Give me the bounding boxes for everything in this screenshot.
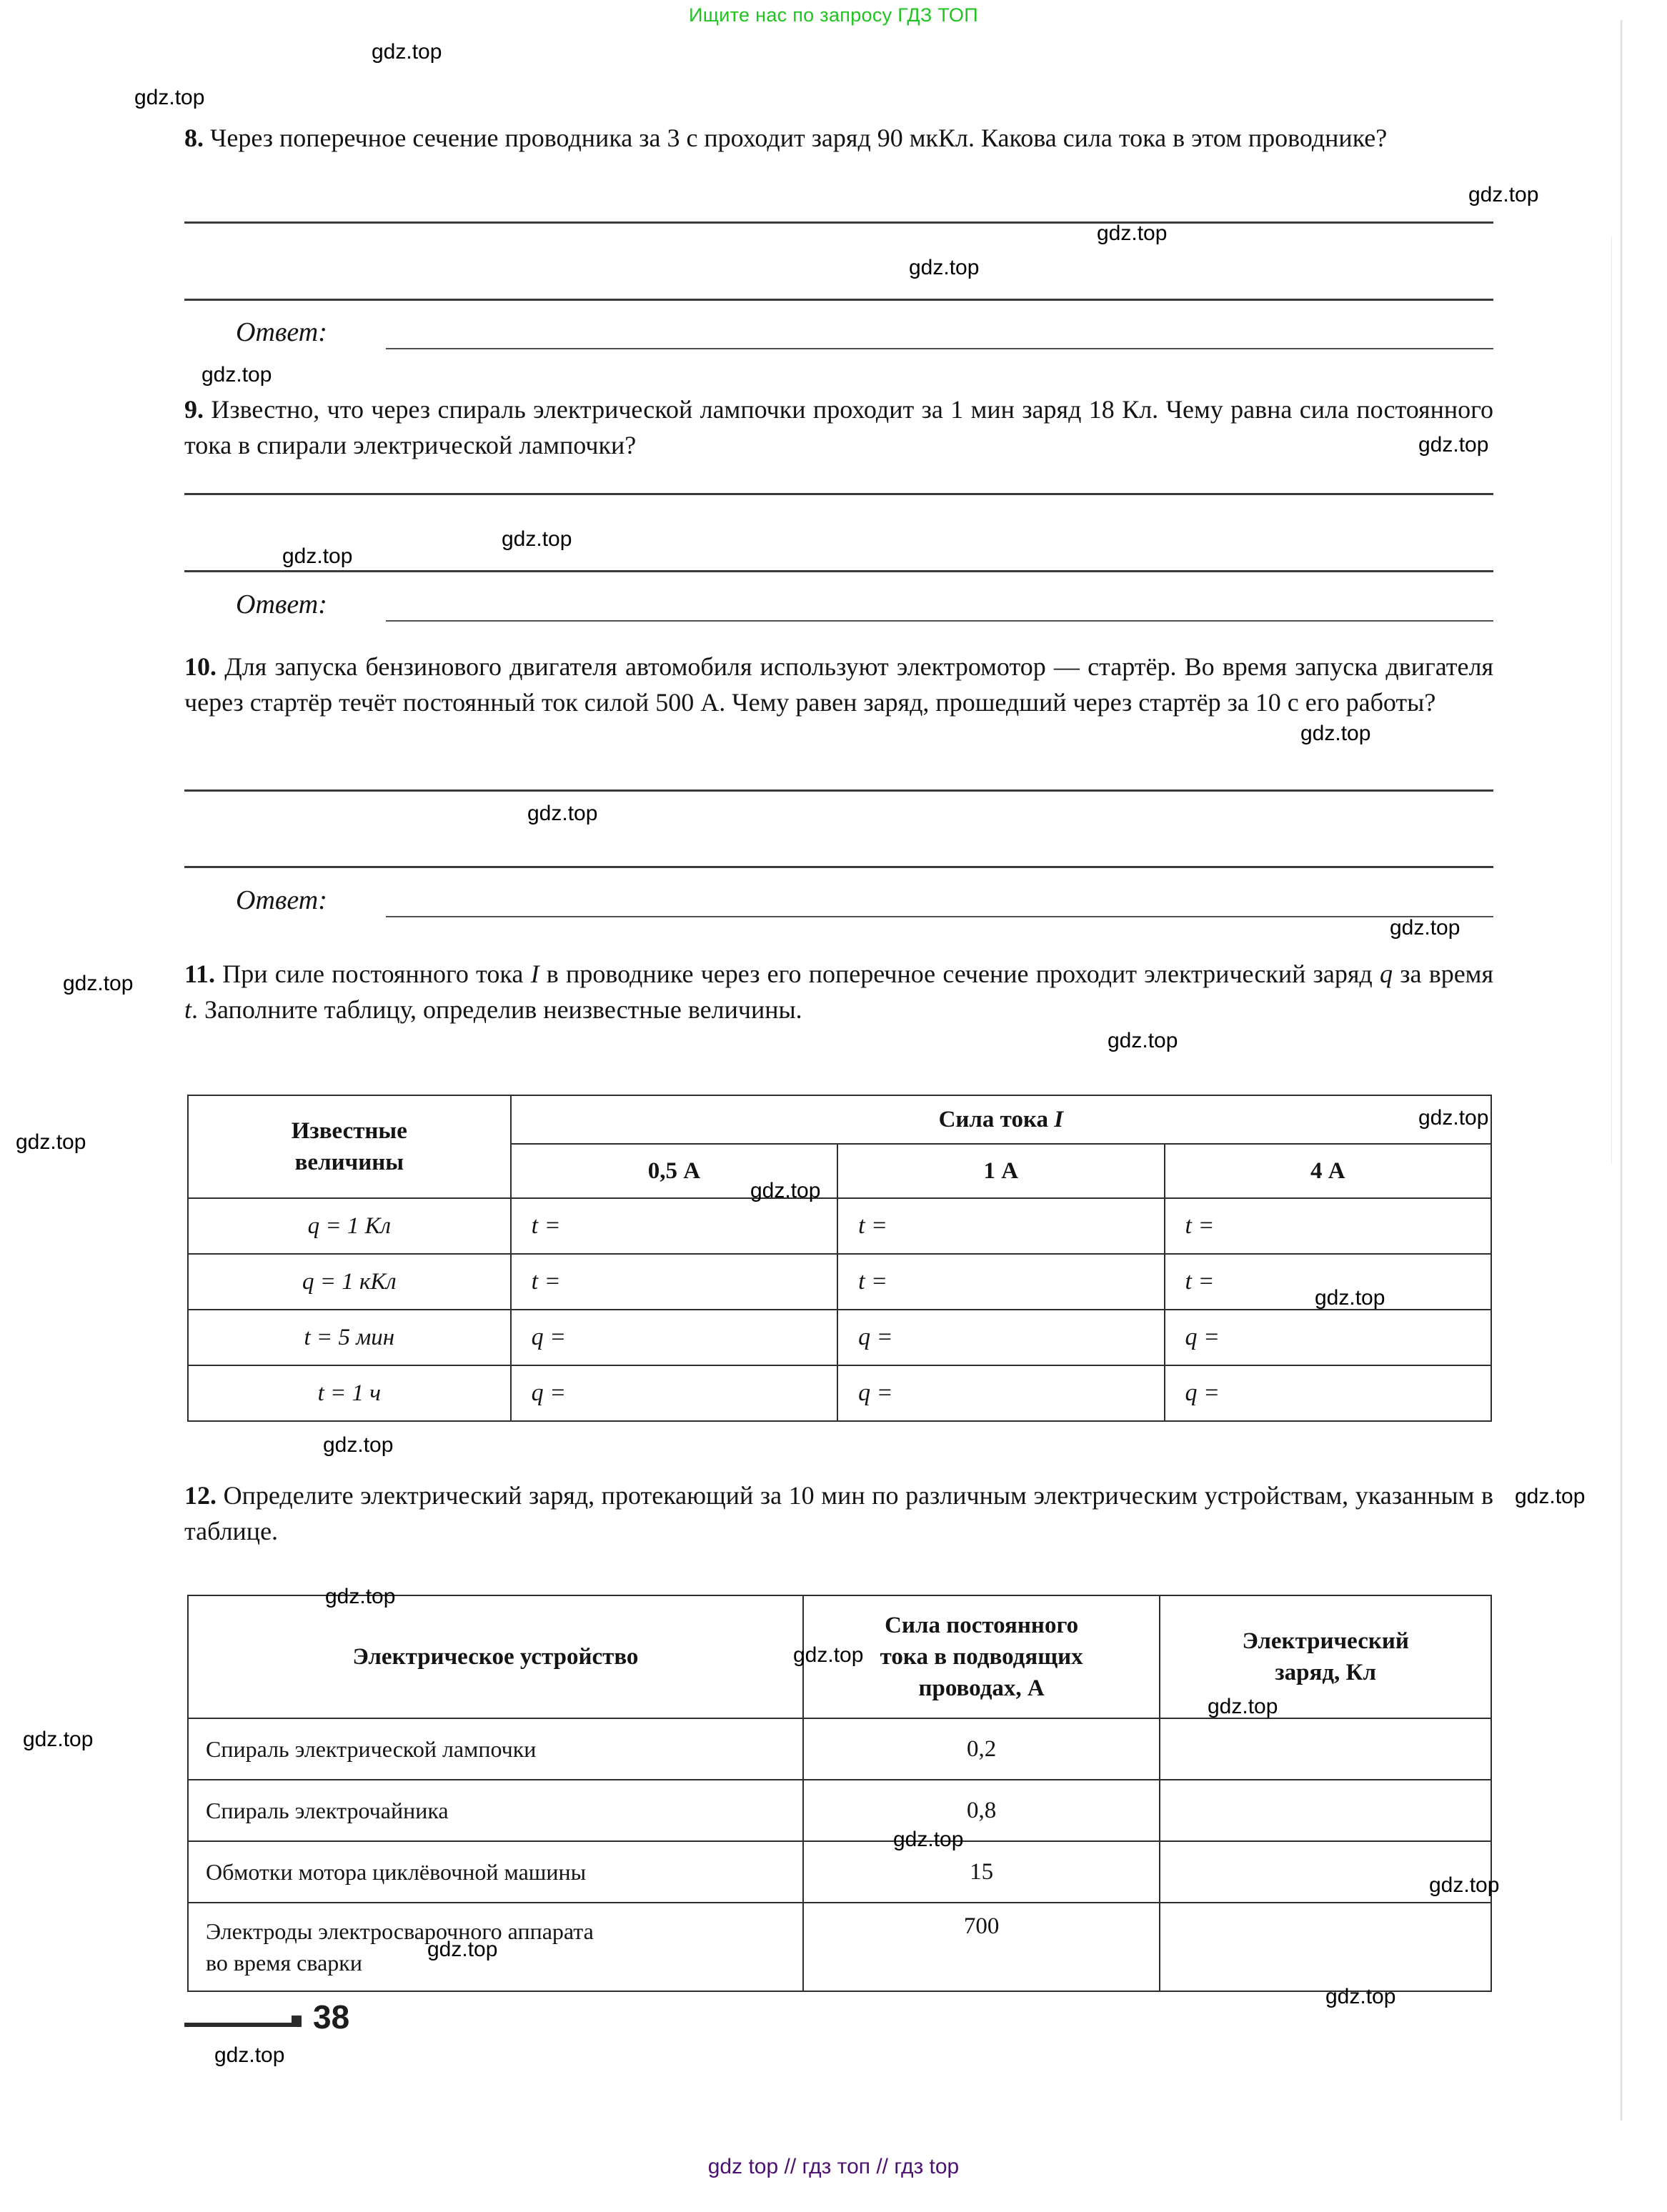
table-row — [188, 1310, 1491, 1365]
watermark-27: gdz.top — [1325, 1985, 1396, 2008]
answer-rule-q9-1 — [184, 493, 1493, 495]
row-var: q — [307, 1212, 320, 1239]
question-11-text-part1: При силе постоянного тока — [222, 960, 531, 988]
watermark-18: gdz.top — [323, 1433, 394, 1457]
watermark-13: gdz.top — [1108, 1029, 1178, 1052]
table-current-values — [187, 1095, 1492, 1422]
watermark-2: gdz.top — [1468, 183, 1539, 206]
device-charge-welder[interactable] — [1160, 1903, 1491, 1991]
question-9 — [184, 392, 1493, 463]
question-10-number: 10. — [184, 652, 217, 681]
answer-rule-q8-1 — [184, 221, 1493, 224]
cell-t5min-1A[interactable]: q = — [837, 1310, 1164, 1365]
watermark-12: gdz.top — [63, 972, 134, 995]
device-name-welder — [188, 1903, 803, 1991]
cell-t5min-4A[interactable]: q = — [1165, 1310, 1491, 1365]
table-current-col-4A: 4 А — [1165, 1144, 1491, 1198]
watermark-3: gdz.top — [1097, 221, 1168, 245]
device-charge-kettle[interactable] — [1160, 1780, 1491, 1841]
watermark-23: gdz.top — [23, 1728, 94, 1751]
device-charge-sander[interactable] — [1160, 1841, 1491, 1903]
watermark-26: gdz.top — [427, 1938, 498, 1961]
question-10-text: Для запуска бензинового двигателя автомобиля используют электромотор — стартёр. Во время запуска двигателя через стартёр течёт постоянный ток силой 500 А. Чему равен заряд, прошедший через стартёр за 10 с его работы? — [184, 652, 1494, 717]
bottom-promo-banner: gdz top // гдз топ // гдз top — [707, 2155, 960, 2178]
watermark-7: gdz.top — [502, 527, 572, 551]
header-group-symbol-I: I — [1054, 1107, 1064, 1132]
header-current-line2: тока в подводящих — [880, 1644, 1083, 1670]
watermark-4: gdz.top — [909, 256, 980, 279]
header-charge-line1: Электрический — [1242, 1628, 1409, 1654]
watermark-11: gdz.top — [1390, 916, 1461, 940]
question-12-text: Определите электрический заряд, протекающий за 10 мин по различным электрическим устройствам, указанным в таблице. — [184, 1481, 1493, 1545]
answer-label-q8: Ответ: — [236, 317, 327, 347]
cell-q1kkl-1A[interactable]: t = — [837, 1254, 1164, 1310]
table-devices-header-device: Электрическое устройство — [188, 1595, 803, 1718]
device-current-welder: 700 — [803, 1903, 1160, 1991]
question-11-symbol-q: q — [1380, 960, 1393, 988]
cell-q1kkl-0.5A[interactable]: t = — [511, 1254, 837, 1310]
question-10 — [184, 649, 1493, 720]
question-8 — [184, 120, 1493, 156]
device-name-welder-line1: Электроды электросварочного аппарата — [206, 1918, 594, 1944]
device-current-lamp: 0,2 — [803, 1718, 1160, 1780]
table-row — [188, 1365, 1491, 1421]
cell-q1kl-4A[interactable]: t = — [1165, 1198, 1491, 1254]
device-current-sander: 15 — [803, 1841, 1160, 1903]
device-name-lamp: Спираль электрической лампочки — [188, 1718, 803, 1780]
watermark-24: gdz.top — [893, 1828, 964, 1851]
footer-tick-mark — [292, 2016, 302, 2027]
page-number: 38 — [313, 1998, 350, 2036]
watermark-22: gdz.top — [1208, 1695, 1278, 1718]
watermark-21: gdz.top — [793, 1643, 864, 1667]
watermark-17: gdz.top — [1315, 1286, 1385, 1310]
table-row — [188, 1841, 1491, 1903]
top-promo-banner: Ищите нас по запросу ГДЗ ТОП — [689, 4, 978, 26]
watermark-28: gdz.top — [214, 2043, 285, 2067]
question-9-number: 9. — [184, 395, 204, 424]
watermark-9: gdz.top — [1300, 722, 1371, 745]
cell-q1kkl-4A[interactable]: t = — [1165, 1254, 1491, 1310]
device-charge-lamp[interactable] — [1160, 1718, 1491, 1780]
question-8-number: 8. — [184, 124, 204, 152]
answer-label-q10: Ответ: — [236, 885, 327, 915]
watermark-1: gdz.top — [134, 86, 205, 109]
table-row — [188, 1903, 1491, 1991]
question-11 — [184, 956, 1493, 1027]
watermark-10: gdz.top — [527, 802, 598, 825]
cell-t1h-0.5A[interactable]: q = — [511, 1365, 837, 1421]
answer-line-q8 — [386, 348, 1493, 349]
footer-rule — [184, 2023, 292, 2027]
table-electric-devices — [187, 1595, 1492, 1992]
cell-q1kl-1A[interactable]: t = — [837, 1198, 1164, 1254]
header-current-line3: проводах, А — [918, 1675, 1045, 1701]
row-var: t — [304, 1324, 311, 1350]
table-row — [188, 1718, 1491, 1780]
question-12 — [184, 1478, 1493, 1549]
row-known-t-1h — [188, 1365, 511, 1421]
watermark-6: gdz.top — [1418, 433, 1489, 457]
watermark-14: gdz.top — [1418, 1106, 1489, 1130]
page-footer — [184, 1998, 350, 2036]
watermark-20: gdz.top — [1515, 1485, 1586, 1508]
question-11-symbol-I: I — [530, 960, 539, 988]
answer-label-q9: Ответ: — [236, 589, 327, 619]
answer-line-q10 — [386, 916, 1493, 917]
device-name-sander: Обмотки мотора циклёвочной машины — [188, 1841, 803, 1903]
header-group-text: Сила тока — [938, 1107, 1055, 1132]
question-11-text-part3: за время — [1393, 960, 1494, 988]
table-current-col-1A: 1 А — [837, 1144, 1164, 1198]
watermark-25: gdz.top — [1429, 1873, 1500, 1897]
device-current-kettle: 0,8 — [803, 1780, 1160, 1841]
device-name-kettle: Спираль электрочайника — [188, 1780, 803, 1841]
row-rest: = 5 мин — [310, 1324, 395, 1350]
question-11-number: 11. — [184, 960, 216, 988]
device-name-welder-line2: во время сварки — [206, 1950, 362, 1976]
cell-t5min-0.5A[interactable]: q = — [511, 1310, 837, 1365]
row-var: t — [317, 1380, 324, 1406]
answer-rule-q10-2 — [184, 866, 1493, 868]
watermark-19: gdz.top — [325, 1585, 396, 1608]
row-rest: = 1 кКл — [314, 1268, 397, 1295]
question-11-text-part2: в проводнике через его поперечное сечение проходит электрический заряд — [539, 960, 1380, 988]
watermark-5: gdz.top — [201, 363, 272, 387]
header-known-line2: величины — [294, 1150, 404, 1175]
watermark-15: gdz.top — [16, 1130, 86, 1154]
question-9-text: Известно, что через спираль электрической лампочки проходит за 1 мин заряд 18 Кл. Чему равна сила постоянного тока в спирали электрической лампочки? — [184, 395, 1493, 459]
table-current-col-0.5A: 0,5 А — [511, 1144, 837, 1198]
table-devices-header-charge — [1160, 1595, 1491, 1718]
question-11-text-part4: . Заполните таблицу, определив неизвестные величины. — [191, 995, 802, 1024]
answer-rule-q8-2 — [184, 299, 1493, 301]
table-row — [188, 1198, 1491, 1254]
table-current-header-known — [188, 1095, 511, 1198]
answer-rule-q9-2 — [184, 570, 1493, 572]
table-row — [188, 1780, 1491, 1841]
table-current-header-row-1 — [188, 1095, 1491, 1144]
watermark-8: gdz.top — [282, 544, 353, 568]
row-known-t-5min — [188, 1310, 511, 1365]
cell-t1h-1A[interactable]: q = — [837, 1365, 1164, 1421]
table-row — [188, 1254, 1491, 1310]
answer-rule-q10-1 — [184, 789, 1493, 792]
cell-q1kl-0.5A[interactable]: t = — [511, 1198, 837, 1254]
header-current-line1: Сила постоянного — [885, 1613, 1079, 1638]
question-11-symbol-t: t — [184, 995, 192, 1024]
cell-t1h-4A[interactable]: q = — [1165, 1365, 1491, 1421]
header-known-line1: Известные — [291, 1118, 407, 1144]
row-rest: = 1 ч — [324, 1380, 382, 1406]
row-known-q-1kl — [188, 1198, 511, 1254]
watermark-0: gdz.top — [372, 40, 442, 64]
header-charge-line2: заряд, Кл — [1275, 1660, 1376, 1685]
row-rest: = 1 Кл — [319, 1212, 391, 1239]
question-8-text: Через поперечное сечение проводника за 3 с проходит заряд 90 мкКл. Какова сила тока в этом проводнике? — [210, 124, 1388, 152]
table-devices-header-current — [803, 1595, 1160, 1718]
answer-line-q9 — [386, 620, 1493, 622]
question-12-number: 12. — [184, 1481, 217, 1510]
row-var: q — [302, 1268, 314, 1295]
table-devices-header-row — [188, 1595, 1491, 1718]
table-current-header-group — [511, 1095, 1491, 1144]
row-known-q-1kkl — [188, 1254, 511, 1310]
watermark-16: gdz.top — [750, 1179, 821, 1202]
